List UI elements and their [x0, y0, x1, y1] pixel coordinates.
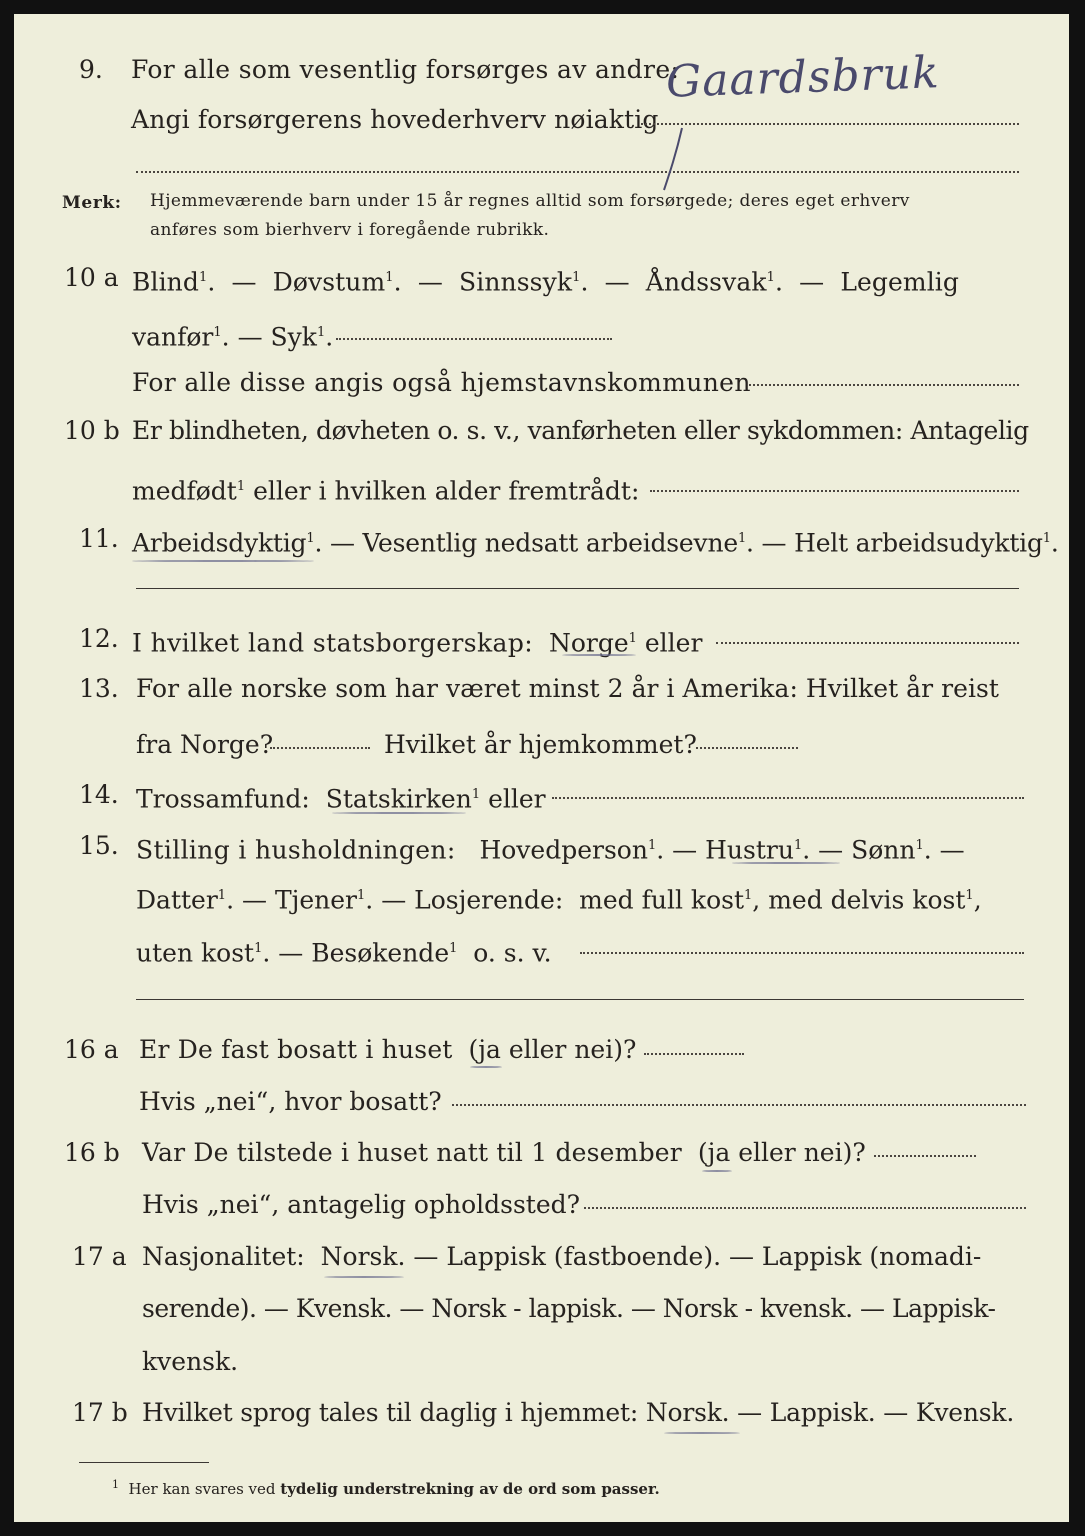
q9-line2: Angi forsørgerens hovederhverv nøiaktig: [131, 105, 659, 134]
option-norsk[interactable]: Norsk.: [320, 1242, 406, 1271]
q12-answer-line[interactable]: [716, 642, 1019, 644]
footnote: $^1$ Her kan svares ved tydelig understrekning av de ord som passer.: [112, 1478, 660, 1498]
q13-reist-line[interactable]: [270, 747, 370, 749]
q16b-line1: Var De tilstede i huset natt til 1 desember (ja eller nei)?: [142, 1138, 866, 1167]
option-nedsatt-arbeidsevne[interactable]: Vesentlig nedsatt arbeidsevne: [362, 528, 738, 558]
q15-line1: Stilling i husholdningen: Hovedperson$^1$. — Hustru$^1$. — Sønn$^1$. —: [136, 835, 965, 865]
q16a-line2: Hvis „nei“, hvor bosatt?: [139, 1087, 442, 1116]
q10b-answer-line[interactable]: [650, 490, 1019, 492]
q17a-line1: Nasjonalitet: Norsk. — Lappisk (fastboende). — Lappisk (nomadi-: [142, 1242, 982, 1271]
q16a-bosatt-line[interactable]: [452, 1104, 1026, 1106]
q16b-line2: Hvis „nei“, antagelig opholdssted?: [142, 1190, 581, 1219]
q16a-number: 16 a: [64, 1035, 119, 1064]
note-line2: anføres som bierhverv i foregående rubrikk.: [150, 220, 550, 240]
footnote-rule: [79, 1462, 209, 1463]
note-line1: Hjemmeværende barn under 15 år regnes alltid som forsørgede; deres eget erhverv: [150, 191, 910, 211]
q14-line: Trossamfund: Statskirken$^1$ eller: [136, 784, 546, 814]
option-legemlig[interactable]: Legemlig: [840, 267, 960, 297]
q17a-line3: kvensk.: [142, 1347, 239, 1376]
q10a-answer-line[interactable]: [336, 338, 612, 340]
option-hovedperson[interactable]: Hovedperson: [479, 835, 648, 865]
option-blind[interactable]: Blind: [132, 267, 199, 297]
option-syk[interactable]: Syk: [270, 322, 317, 352]
q17b-line: Hvilket sprog tales til daglig i hjemmet: Norsk. — Lappisk. — Kvensk.: [142, 1398, 1015, 1427]
q12-line: I hvilket land statsborgerskap: Norge$^1$ eller: [132, 628, 703, 658]
option-delvis-kost[interactable]: med delvis kost: [768, 885, 966, 915]
q12-number: 12.: [79, 624, 119, 653]
underline-norge: [562, 654, 636, 656]
note-label: Merk:: [62, 193, 122, 213]
q9-answer-line[interactable]: [641, 123, 1019, 125]
q15-line3: uten kost$^1$. — Besøkende$^1$ o. s. v.: [136, 938, 552, 968]
q13-hjemkommet-line[interactable]: [696, 747, 798, 749]
q13-line1: For alle norske som har været minst 2 år i Amerika: Hvilket år reist: [136, 674, 1000, 703]
q16b-number: 16 b: [64, 1138, 120, 1167]
q14-answer-line[interactable]: [552, 797, 1024, 799]
q10b-line1: Er blindheten, døvheten o. s. v., vanførheten eller sykdommen: Antagelig: [132, 416, 1029, 445]
option-andssvak[interactable]: Åndssvak: [645, 267, 767, 297]
q14-number: 14.: [79, 780, 119, 809]
underline-norsk-17a: [324, 1276, 404, 1278]
option-ja-16b[interactable]: (ja: [697, 1138, 731, 1167]
q13-number: 13.: [79, 674, 119, 703]
option-hustru[interactable]: Hustru: [705, 835, 794, 865]
q17a-number: 17 a: [72, 1242, 127, 1271]
q10b-number: 10 b: [64, 416, 120, 445]
underline-hustru: [732, 862, 840, 864]
option-datter[interactable]: Datter: [136, 885, 218, 915]
q16b-answer-line[interactable]: [874, 1155, 976, 1157]
underline-arbeidsdyktig: [132, 560, 314, 562]
option-medfodt[interactable]: medfødt: [132, 476, 237, 506]
q10a-hjemstavn-line[interactable]: [749, 384, 1019, 386]
q15-answer-rule[interactable]: [136, 999, 1024, 1000]
q9-handwritten-answer: Gaardsbruk: [665, 47, 941, 108]
underline-norsk-17b: [664, 1432, 740, 1434]
q10a-line2: vanfør$^1$. — Syk$^1$.: [132, 322, 334, 352]
option-besokende[interactable]: Besøkende: [311, 938, 450, 968]
q13-line2b: Hvilket år hjemkommet?: [384, 730, 697, 759]
option-full-kost[interactable]: med full kost: [579, 885, 744, 915]
q11-answer-rule[interactable]: [136, 588, 1019, 589]
q15-answer-line[interactable]: [580, 952, 1024, 954]
option-sonn[interactable]: Sønn: [851, 835, 916, 865]
q10a-line3: For alle disse angis også hjemstavnskommunen: [132, 368, 751, 397]
q17a-line2: serende). — Kvensk. — Norsk - lappisk. — Norsk - kvensk. — Lappisk-: [142, 1294, 996, 1323]
q11-number: 11.: [79, 524, 119, 553]
q13-line2a: fra Norge?: [136, 730, 274, 759]
handwriting-stroke: [654, 124, 694, 194]
q17b-number: 17 b: [72, 1398, 128, 1427]
q10b-line2: medfødt$^1$ eller i hvilken alder fremtrådt:: [132, 476, 640, 506]
option-tjener[interactable]: Tjener: [274, 885, 358, 915]
underline-statskirken: [332, 812, 466, 814]
option-vanfor[interactable]: vanfør: [132, 322, 214, 352]
option-arbeidsdyktig[interactable]: Arbeidsdyktig: [132, 528, 307, 558]
option-ja[interactable]: (ja: [468, 1035, 501, 1064]
q15-number: 15.: [79, 831, 119, 860]
underline-ja-16a: [470, 1066, 502, 1068]
q9-number: 9.: [79, 55, 103, 84]
q10a-number: 10 a: [64, 263, 119, 292]
q16b-opholdssted-line[interactable]: [584, 1207, 1026, 1209]
option-dovstum[interactable]: Døvstum: [272, 267, 386, 297]
q9-line1: For alle som vesentlig forsørges av andre:: [131, 55, 680, 84]
option-sinnssyk[interactable]: Sinnssyk: [459, 267, 573, 297]
q11-line: Arbeidsdyktig$^1$. — Vesentlig nedsatt arbeidsevne$^1$. — Helt arbeidsudyktig$^1$.: [132, 528, 1059, 558]
q9-answer-line-2[interactable]: [136, 171, 1019, 173]
q16a-answer-line[interactable]: [644, 1053, 744, 1055]
q16a-line1: Er De fast bosatt i huset (ja eller nei)?: [139, 1035, 637, 1064]
underline-ja-16b: [702, 1170, 732, 1172]
option-statskirken[interactable]: Statskirken: [325, 784, 472, 814]
option-norge[interactable]: Norge: [548, 628, 629, 658]
option-norsk-17b[interactable]: Norsk.: [645, 1398, 730, 1427]
option-arbeidsudyktig[interactable]: Helt arbeidsudyktig: [794, 528, 1043, 558]
option-uten-kost[interactable]: uten kost: [136, 938, 255, 968]
census-form-page: [14, 14, 1069, 1522]
q15-line2: Datter$^1$. — Tjener$^1$. — Losjerende: med full kost$^1$, med delvis kost$^1$,: [136, 885, 982, 915]
q10a-line1: Blind$^1$. — Døvstum$^1$. — Sinnssyk$^1$. — Åndssvak$^1$. — Legemlig: [132, 267, 960, 297]
